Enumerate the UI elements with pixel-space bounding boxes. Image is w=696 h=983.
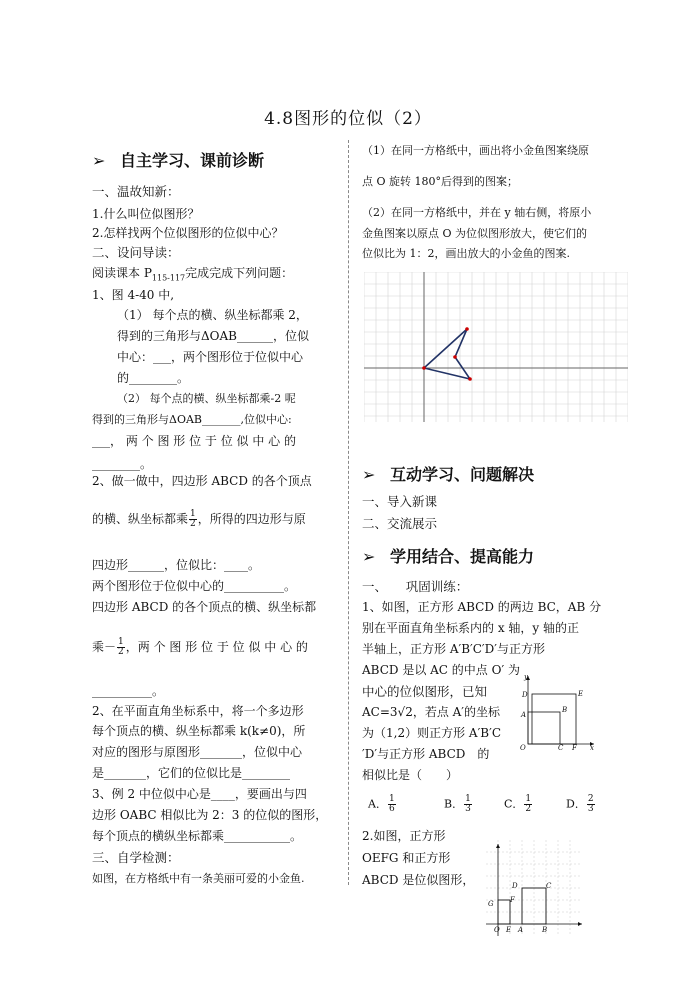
self-check-text: 如图，在方格纸中有一条美丽可爱的小金鱼. <box>92 872 305 885</box>
problem-2-line: __________。 <box>92 684 165 698</box>
problem-1-part-2-line: 得到的三角形与ΔOAB_______,位似中心: <box>92 413 292 426</box>
section-heading-application: ➢ 学用结合、提高能力 <box>362 547 535 566</box>
consolidation-heading: 一、 巩固训练： <box>362 579 469 594</box>
svg-text:D: D <box>522 691 528 699</box>
exercise-1-line: 中心的位似图形，已知 <box>362 684 488 699</box>
square-figure-2 <box>482 840 586 944</box>
problem-1-part-2-line: ___， 两 个 图 形 位 于 位 似 中 心 的 <box>92 434 296 448</box>
fraction-half: $\frac{1}{2}$ <box>190 509 196 529</box>
problem-1-part-1-line: 得到的三角形与ΔOAB______，位似 <box>117 329 309 343</box>
exercise-1-line: ′D′与正方形 ABCD 的 <box>362 747 490 761</box>
problem-1-part-2-line: （2） 每个点的横、纵坐标都乘-2 呢 <box>117 392 296 405</box>
problem-4-line: 每个顶点的横纵坐标都乘___________。 <box>92 829 303 843</box>
arrow-icon: ➢ <box>92 151 106 170</box>
problem-2-line: 四边形 ABCD 的各个顶点的横、纵坐标都 <box>92 600 317 614</box>
problem-2-line: 2、做一做中，四边形 ABCD 的各个顶点 <box>92 474 312 488</box>
arrow-icon: ➢ <box>362 547 376 566</box>
svg-text:G: G <box>488 900 494 908</box>
question-1: 1.什么叫位似图形？ <box>92 207 200 221</box>
problem-1-part-1-line: 的________。 <box>117 371 190 385</box>
svg-text:C: C <box>546 882 552 890</box>
section-heading-self-study: ➢ 自主学习、课前诊断 <box>92 151 265 170</box>
exercise-2-line: ABCD 是位似图形， <box>362 873 475 887</box>
arrow-icon: ➢ <box>362 465 376 484</box>
svg-text:B: B <box>562 706 568 714</box>
intro-item: 一、导入新课 <box>362 494 438 509</box>
exercise-2-line: 2.如图，正方形 <box>362 829 446 843</box>
problem-1-part-2-line: ________。 <box>92 457 153 471</box>
exercise-1-line: AC=3√2，若点 A′的坐标 <box>362 705 501 719</box>
option-a[interactable]: A． $\frac{1}{6}$ <box>368 794 395 814</box>
svg-text:E: E <box>578 690 584 698</box>
task-2-line: 金鱼图案以原点 O 为位似图形放大，使它们的 <box>362 227 588 240</box>
fish-grid-figure <box>364 272 628 422</box>
exercise-2-line: OEFG 和正方形 <box>362 851 451 865</box>
svg-text:A: A <box>518 926 524 934</box>
fraction-half: $\frac{1}{2}$ <box>118 637 124 657</box>
problem-3-line: 对应的图形与原图形_______，位似中心 <box>92 745 303 759</box>
exercise-1-line: 1、如图，正方形 ABCD 的两边 BC，AB 分 <box>362 600 602 614</box>
problem-3-line: 每个顶点的横、纵坐标都乘 k(k≠0)，所 <box>92 724 306 738</box>
option-b[interactable]: B． $\frac{1}{3}$ <box>444 794 471 814</box>
svg-text:D: D <box>512 882 518 890</box>
svg-text:E: E <box>506 926 512 934</box>
page-title: 4.8图形的位似（2） <box>264 109 432 129</box>
column-divider <box>348 140 349 885</box>
exercise-1-line: 相似比是（ ） <box>362 768 459 782</box>
problem-1: 1、图 4-40 中, <box>92 288 175 302</box>
problem-1-part-1-line: （1） 每个点的横、纵坐标都乘 2， <box>117 308 308 322</box>
subsection-review: 一、温故知新： <box>92 184 180 199</box>
svg-text:O: O <box>520 744 526 752</box>
problem-3-line: 是_______，它们的位似比是________ <box>92 766 291 780</box>
problem-2-line: 两个图形位于位似中心的__________。 <box>92 579 297 593</box>
svg-text:y: y <box>524 673 528 681</box>
svg-text:F: F <box>572 744 577 752</box>
problem-3-line: 2、在平面直角坐标系中，将一个多边形 <box>92 704 304 718</box>
exercise-1-line: 半轴上，正方形 A′B′C′D′与正方形 <box>362 642 546 656</box>
problem-2-line: 的横、纵坐标都乘 $\frac{1}{2}$ ，所得的四边形与原 <box>92 509 306 529</box>
problem-2-line: 乘－ $\frac{1}{2}$ ，两 个 图 形 位 于 位 似 中 心 的 <box>92 637 308 657</box>
exercise-1-line: ABCD 是以 AC 的中点 O′ 为 <box>362 663 520 677</box>
svg-text:F: F <box>510 896 515 904</box>
reading-instruction: 阅读课本 $P_{115-117}$完成完成下列问题： <box>92 266 294 283</box>
exercise-1-line: 为（1,2）则正方形 A′B′C <box>362 726 502 740</box>
intro-item: 二、交流展示 <box>362 516 438 531</box>
subsection-self-check: 三、自学检测： <box>92 850 180 865</box>
option-c[interactable]: C． $\frac{1}{2}$ <box>504 794 532 814</box>
task-1-line: （1）在同一方格纸中，画出将小金鱼图案绕原 <box>362 144 589 157</box>
svg-text:A: A <box>521 711 527 719</box>
option-d[interactable]: D． $\frac{2}{3}$ <box>566 794 594 814</box>
svg-text:B: B <box>542 926 548 934</box>
subsection-guide: 二、设问导读： <box>92 245 180 260</box>
problem-4-line: 3、例 2 中位似中心是____，要画出与四 <box>92 787 307 801</box>
problem-2-line: 四边形______，位似比：____。 <box>92 558 261 572</box>
square-figure-1 <box>518 672 596 752</box>
question-2: 2.怎样找两个位似图形的位似中心？ <box>92 226 284 240</box>
task-2-line: （2）在同一方格纸中，并在 y 轴右侧，将原小 <box>362 206 592 219</box>
svg-text:O: O <box>494 926 500 934</box>
problem-1-part-1-line: 中心：___，两个图形位于位似中心 <box>117 350 304 364</box>
svg-text:C: C <box>558 744 564 752</box>
fish-shape <box>424 329 470 379</box>
exercise-1-line: 别在平面直角坐标系内的 x 轴，y 轴的正 <box>362 621 579 635</box>
problem-4-line: 边形 OABC 相似比为 2：3 的位似的图形， <box>92 808 328 822</box>
section-heading-interactive: ➢ 互动学习、问题解决 <box>362 465 535 484</box>
svg-text:x: x <box>590 744 594 752</box>
task-1-line: 点 O 旋转 180°后得到的图案； <box>362 175 519 188</box>
task-2-line: 位似比为 1：2，画出放大的小金鱼的图案. <box>362 247 570 260</box>
